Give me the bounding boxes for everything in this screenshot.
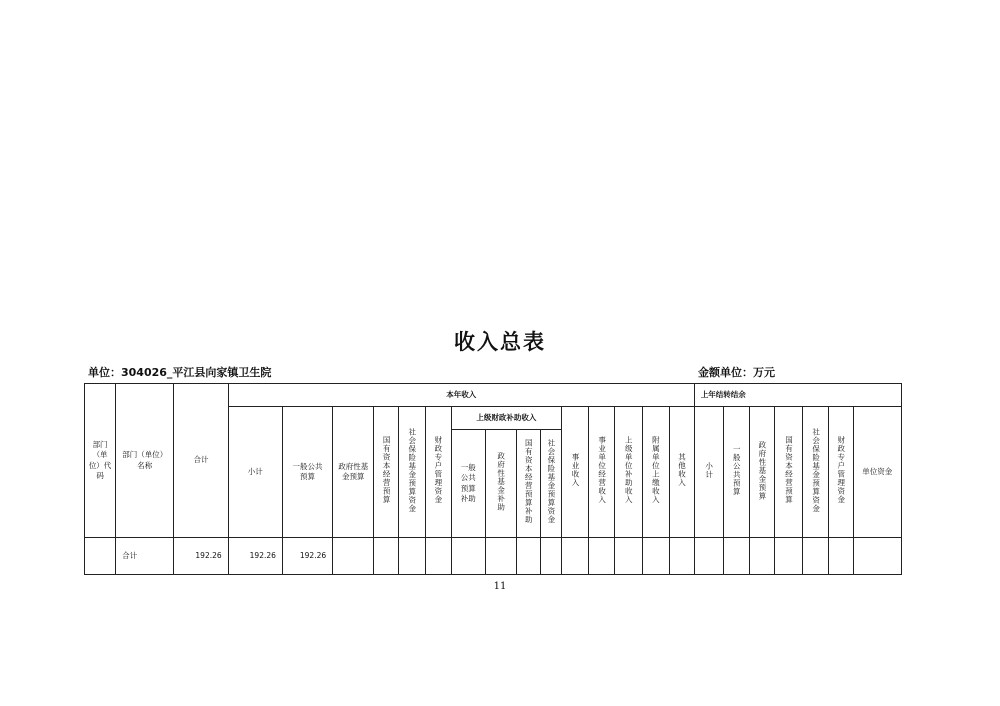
- row-empty-cell: [853, 538, 902, 575]
- row-dept-name: 合计: [116, 538, 174, 575]
- row-dept-code: [85, 538, 116, 575]
- row-empty-cell: [669, 538, 694, 575]
- row-subtotal: 192.26: [228, 538, 282, 575]
- header-gov-fund-budget: 政府性基金预算: [333, 407, 374, 538]
- row-empty-cell: [723, 538, 749, 575]
- income-summary-table: [84, 383, 902, 575]
- header-total: 合计: [174, 384, 228, 538]
- row-empty-cell: [562, 538, 589, 575]
- header-co-general-public: 一般公共预算: [723, 407, 749, 538]
- header-co-gov-fund: 政府性基金预算: [750, 407, 775, 538]
- header-state-capital-budget: 国有资本经营预算: [374, 407, 399, 538]
- header-career-operating: 事业单位经营收入: [589, 407, 615, 538]
- header-co-fiscal-special: 财政专户管理资金: [829, 407, 853, 538]
- row-empty-cell: [333, 538, 374, 575]
- header-superior-subsidy: 上级财政补助收入: [451, 407, 562, 430]
- row-empty-cell: [642, 538, 669, 575]
- row-total: 192.26: [174, 538, 228, 575]
- header-other-income: 其他收入: [669, 407, 694, 538]
- row-empty-cell: [516, 538, 540, 575]
- header-dept-name: 部门（单位）名称: [116, 384, 174, 538]
- header-sub-state-capital: 国有资本经营预算补助: [516, 430, 540, 538]
- header-co-state-capital: 国有资本经营预算: [775, 407, 803, 538]
- header-fiscal-special: 财政专户管理资金: [425, 407, 451, 538]
- header-subtotal: 小计: [228, 407, 282, 538]
- row-empty-cell: [694, 538, 723, 575]
- row-empty-cell: [829, 538, 853, 575]
- row-empty-cell: [451, 538, 485, 575]
- table-row: [85, 538, 902, 575]
- row-general-public-budget: 192.26: [282, 538, 332, 575]
- header-prev-year-carryover: 上年结转结余: [694, 384, 901, 407]
- header-sub-gov-fund: 政府性基金补助: [485, 430, 516, 538]
- header-superior-unit-subsidy: 上级单位补助收入: [615, 407, 642, 538]
- header-sub-general-public: 一般公共预算补助: [451, 430, 485, 538]
- header-sub-social-insurance: 社会保险基金预算资金: [541, 430, 562, 538]
- row-empty-cell: [485, 538, 516, 575]
- header-co-subtotal: 小计: [694, 407, 723, 538]
- page-title: 收入总表: [454, 330, 546, 354]
- page-number: 11: [493, 581, 507, 592]
- header-affiliated-unit-payment: 附属单位上缴收入: [642, 407, 669, 538]
- row-empty-cell: [750, 538, 775, 575]
- header-co-social-insurance: 社会保险基金预算资金: [803, 407, 829, 538]
- header-dept-code: 部门（单位）代码: [85, 384, 116, 538]
- header-current-year-income: 本年收入: [228, 384, 694, 407]
- unit-label: 单位：304026_平江县向家镇卫生院: [88, 366, 272, 379]
- row-empty-cell: [589, 538, 615, 575]
- row-empty-cell: [541, 538, 562, 575]
- amount-unit-label: 金额单位：万元: [698, 366, 775, 379]
- row-empty-cell: [374, 538, 399, 575]
- header-co-unit-funds: 单位资金: [853, 407, 902, 538]
- header-general-public-budget: 一般公共预算: [282, 407, 332, 538]
- row-empty-cell: [803, 538, 829, 575]
- row-empty-cell: [775, 538, 803, 575]
- header-social-insurance-fund: 社会保险基金预算资金: [399, 407, 425, 538]
- row-empty-cell: [399, 538, 425, 575]
- row-empty-cell: [425, 538, 451, 575]
- row-empty-cell: [615, 538, 642, 575]
- header-career-income: 事业收入: [562, 407, 589, 538]
